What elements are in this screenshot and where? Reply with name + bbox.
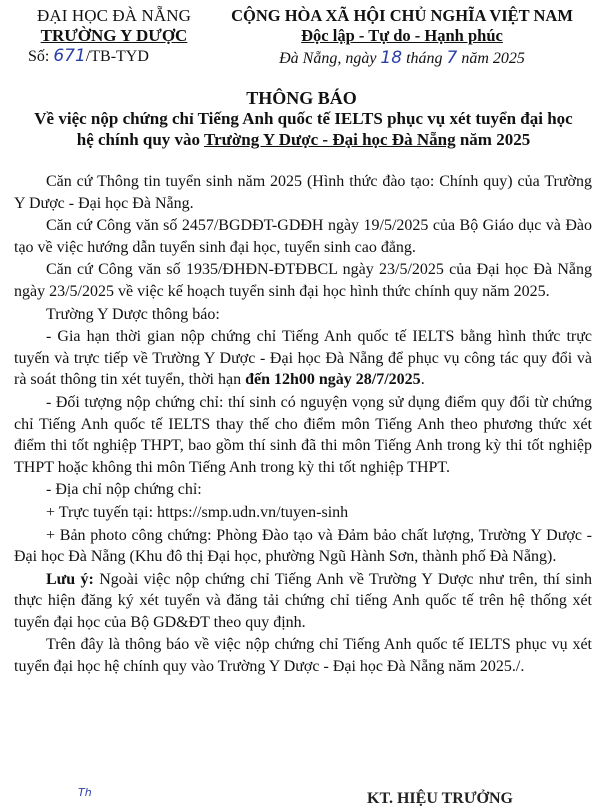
doc-no-prefix: Số:	[28, 48, 50, 65]
notice-title: THÔNG BÁO	[246, 88, 357, 108]
date-month-handwritten: 7	[446, 48, 458, 68]
online-submission: + Trực tuyến tại: https://smp.udn.vn/tuyen-sinh	[46, 503, 349, 521]
note-paragraph	[14, 569, 592, 634]
doc-no-handwritten: 671	[53, 46, 86, 66]
deadline-end: .	[420, 371, 425, 389]
submission-address-heading: - Địa chỉ nộp chứng chỉ:	[46, 481, 202, 499]
deadline-date: đến 12h00 ngày 28/7/2025	[245, 371, 421, 389]
university-name: ĐẠI HỌC ĐÀ NẴNG	[36, 6, 192, 25]
subject-line-1: Về việc nộp chứng chỉ Tiếng Anh quốc tế IELTS phục vụ xét tuyển đại học	[34, 109, 573, 128]
national-motto: Độc lập - Tự do - Hạnh phúc	[301, 26, 503, 45]
basis-paragraph-3: Căn cứ Công văn số 1935/ĐHĐN-ĐTĐBCL ngày 23/5/2025 của Đại học Đà Nẵng ngày 23/5/2025 về việc kế hoạch tuyển sinh đại học hình thức chính quy năm 2025.	[14, 261, 592, 300]
in-person-submission: + Bản photo công chứng: Phòng Đào tạo và Đảm bảo chất lượng, Trường Y Dược - Đại học Đà Nẵng (Khu đô thị Đại học, phường Ngũ Hành Sơn, thành phố Đà Nẵng).	[14, 526, 592, 566]
basis-paragraph-2: Căn cứ Công văn số 2457/BGDĐT-GDĐH ngày 19/5/2025 của Bộ Giáo dục và Đào tạo về việc hướng dẫn tuyển sinh đại học, tuyển sinh cao đẳng.	[14, 217, 592, 256]
deadline-paragraph	[14, 326, 592, 391]
document-number	[28, 46, 214, 67]
date-mid: tháng	[406, 50, 443, 67]
doc-no-suffix: /TB-TYD	[85, 48, 149, 65]
notice-body	[14, 171, 592, 678]
subject-school: Trường Y Dược - Đại học Đà Nẵng	[204, 130, 456, 149]
notice-subject	[16, 108, 591, 150]
subject-line-2	[16, 129, 591, 150]
basis-paragraph-1: Căn cứ Thông tin tuyển sinh năm 2025 (Hình thức đào tạo: Chính quy) của Trường Y Dược - Đại học Đà Nẵng.	[14, 173, 592, 212]
closing-paragraph: Trên đây là thông báo về việc nộp chứng chỉ Tiếng Anh quốc tế IELTS phục vụ xét tuyển đại học hệ chính quy vào Trường Y Dược - Đại học Đà Nẵng năm 2025./.	[14, 636, 592, 676]
subject-line-2a: hệ chính quy vào	[76, 130, 201, 149]
issuer-block	[14, 6, 214, 67]
national-header	[212, 6, 592, 69]
note-label: Lưu ý:	[46, 570, 94, 588]
handwritten-initial: Th	[78, 786, 92, 799]
announcement-intro: Trường Y Dược thông báo:	[46, 305, 220, 323]
school-name	[14, 26, 214, 46]
note-text: Ngoài việc nộp chứng chỉ Tiếng Anh về Trường Y Dược như trên, thí sinh thực hiện đăng ký xét tuyển và đăng tải chứng chỉ tiếng Anh quốc tế trên hệ thống xét tuyển đại học của Bộ GD&ĐT theo quy định.	[14, 570, 593, 631]
signature-title: KT. HIỆU TRƯỞNG	[367, 790, 513, 807]
date-suffix: năm 2025	[461, 50, 525, 67]
subject-line-2b: năm 2025	[459, 130, 531, 149]
date-prefix: Đà Nẵng, ngày	[279, 50, 377, 67]
date-day-handwritten: 18	[380, 48, 403, 68]
republic-name: CỘNG HÒA XÃ HỘI CHỦ NGHĨA VIỆT NAM	[231, 6, 573, 25]
issue-date	[212, 48, 592, 69]
eligibility-paragraph: - Đối tượng nộp chứng chỉ: thí sinh có nguyện vọng sử dụng điểm quy đổi từ chứng chỉ Tiếng Anh quốc tế IELTS thay thế cho điểm môn Tiếng Anh theo phương thức xét điểm thi tốt nghiệp THPT, bao gồm thí sinh đã thi môn Tiếng Anh trong kỳ thi tốt nghiệp THPT hoặc không thi môn Tiếng Anh trong kỳ thi tốt nghiệp THPT.	[14, 393, 592, 476]
school-name-text: TRƯỜNG Y DƯỢC	[40, 26, 188, 45]
deadline-text: - Gia hạn thời gian nộp chứng chỉ Tiếng Anh quốc tế IELTS bằng hình thức trực tuyến và trực tiếp về Trường Y Dược - Đại học Đà Nẵng để phục vụ công tác quy đổi và rà soát thông tin xét tuyển, thời hạn	[14, 328, 592, 389]
